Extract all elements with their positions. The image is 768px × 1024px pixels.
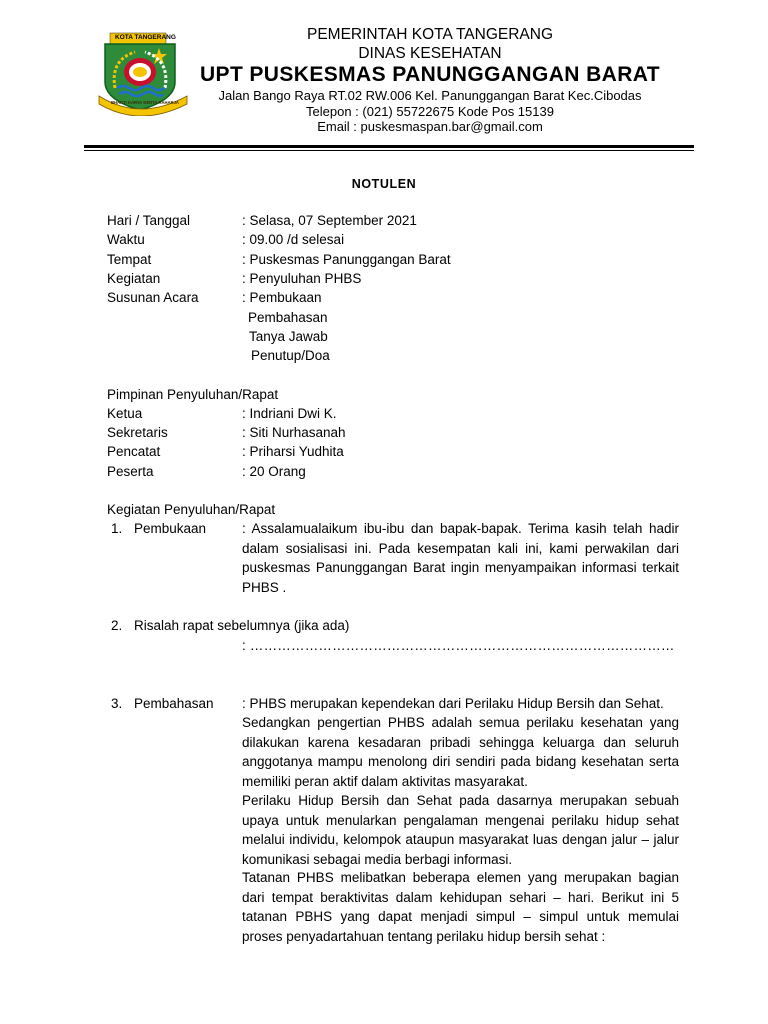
item-number: 1. [111,521,123,536]
info-label: Susunan Acara [107,290,199,305]
agenda-item: Tanya Jawab [249,329,328,344]
minutes-placeholder-dots: : ………………………………………………………………………………… [242,638,675,653]
discussion-paragraph: : PHBS merupakan kependekan dari Perilaku Hidup Bersih dan Sehat. [242,696,664,711]
info-label: Kegiatan [107,271,161,286]
leadership-value: : Priharsi Yudhita [242,444,344,459]
leadership-label: Ketua [107,406,143,421]
letterhead-government: PEMERINTAH KOTA TANGERANG [306,26,554,43]
letterhead-phone: Telepon : (021) 55722675 Kode Pos 15139 [306,104,554,119]
document-title: NOTULEN [351,177,417,191]
info-label: Hari / Tanggal [107,213,191,228]
agenda-item: Pembahasan [248,310,328,325]
discussion-paragraph: Perilaku Hidup Bersih dan Sehat pada dasarnya merupakan sebuah upaya untuk menularkan pengalaman mengenai perilaku hidup sehat melalui individu, kelompok ataupun masyarakat luas dengan jalur – jalur komunikasi sebagai media berbagi informasi. [242,793,679,867]
leadership-value: : 20 Orang [242,464,306,479]
item-label: Risalah rapat sebelumnya (jika ada) [134,618,350,633]
letterhead-address: Jalan Bango Raya RT.02 RW.006 Kel. Panunggangan Barat Kec.Cibodas [218,88,642,103]
info-value: : Pembukaan [242,290,322,305]
letterhead-institution: UPT PUSKESMAS PANUNGGANGAN BARAT [199,63,661,86]
item-label: Pembahasan [134,696,214,711]
activities-heading: Kegiatan Penyuluhan/Rapat [107,502,276,517]
item-number: 2. [111,618,123,633]
opening-text: : Assalamualaikum ibu-ibu dan bapak-bapak. Terima kasih telah hadir dalam sosialisasi ini. Pada kesempatan kali ini, kami perwakilan dari puskesmas Panunggangan Barat ingin menyampaikan informasi terkait PHBS . [242,521,679,595]
info-value: : Penyuluhan PHBS [242,271,362,286]
leadership-label: Sekretaris [107,425,168,440]
letterhead-email: Email : puskesmaspan.bar@gmail.com [317,119,543,134]
letterhead-divider-thick [84,145,694,148]
letterhead-divider-thin [84,150,694,151]
logo-label: KOTA TANGERANG [115,34,176,41]
discussion-paragraph: Tatanan PHBS melibatkan beberapa elemen yang merupakan bagian dari tempat beraktivitas dalam kehidupan sehari – hari. Berikut ini 5 tatanan PBHS yang dapat menjadi simpul – simpul untuk memulai proses penyadartahuan tentang perilaku hidup bersih sehat : [242,870,679,944]
item-number: 3. [111,696,123,711]
info-label: Waktu [107,232,145,247]
info-value: : 09.00 /d selesai [242,232,345,247]
leadership-label: Peserta [107,464,154,479]
item-label: Pembukaan [134,521,207,536]
letterhead-department: DINAS KESEHATAN [358,45,502,62]
info-value: : Puskesmas Panunggangan Barat [242,252,451,267]
info-value: : Selasa, 07 September 2021 [242,213,417,228]
leadership-heading: Pimpinan Penyuluhan/Rapat [107,387,279,402]
leadership-label: Pencatat [107,444,161,459]
logo-motto: BHAKTI KARYA KERTA RAHARJA [111,100,179,105]
discussion-paragraph: Sedangkan pengertian PHBS adalah semua perilaku kesehatan yang dilakukan karena kesadaran pribadi sehingga keluarga dan seluruh anggotanya mampu menolong diri sendiri pada bidang kesehatan serta memiliki peran aktif dalam aktivitas masyarakat. [242,715,679,789]
kota-tangerang-logo [95,30,191,116]
info-label: Tempat [107,252,152,267]
leadership-value: : Siti Nurhasanah [242,425,346,440]
agenda-item: Penutup/Doa [251,348,330,363]
leadership-value: : Indriani Dwi K. [242,406,337,421]
